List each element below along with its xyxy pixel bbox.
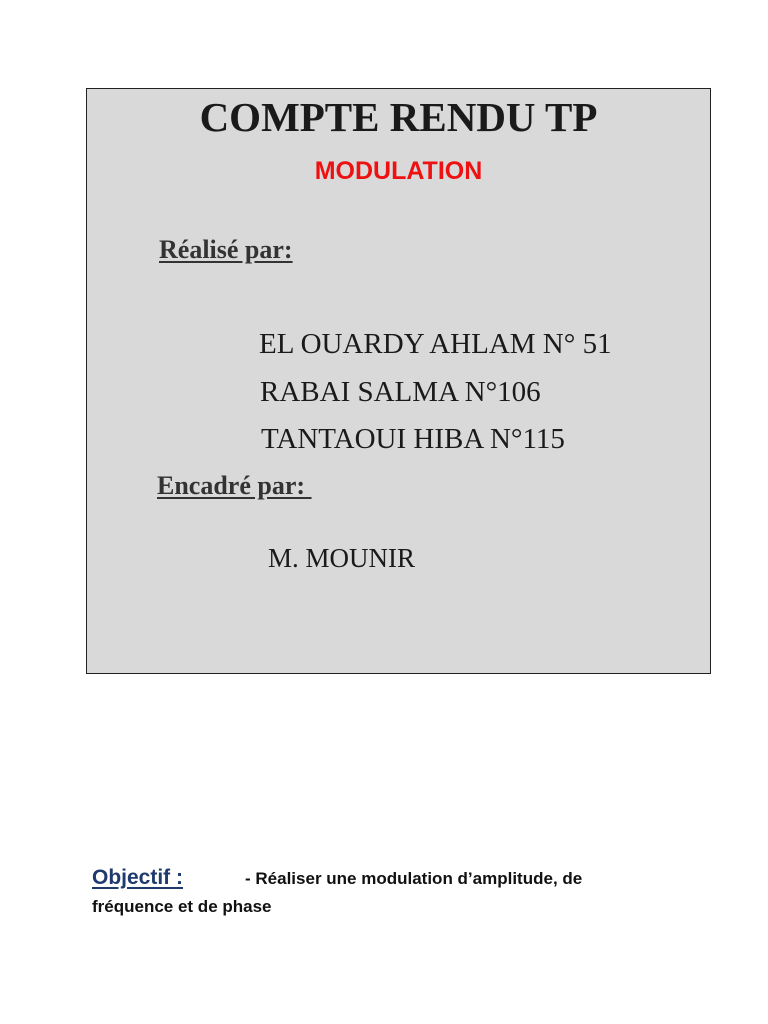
encadre-par-label: Encadré par: <box>157 471 312 500</box>
member-name: EL OUARDY AHLAM N° 51 <box>259 328 612 360</box>
report-title: COMPTE RENDU TP <box>199 94 598 140</box>
realise-par-label: Réalisé par: <box>159 235 293 264</box>
supervisor-name: M. MOUNIR <box>268 543 416 573</box>
objective-text: - Réaliser une modulation d’amplitude, de fréquence et de phase <box>92 869 583 916</box>
cover-box <box>86 88 711 674</box>
member-name: RABAI SALMA N°106 <box>260 376 541 408</box>
objective-label: Objectif : <box>92 866 184 889</box>
objective-section <box>92 864 652 921</box>
report-subtitle: MODULATION <box>314 157 483 185</box>
member-name: TANTAOUI HIBA N°115 <box>261 423 565 455</box>
